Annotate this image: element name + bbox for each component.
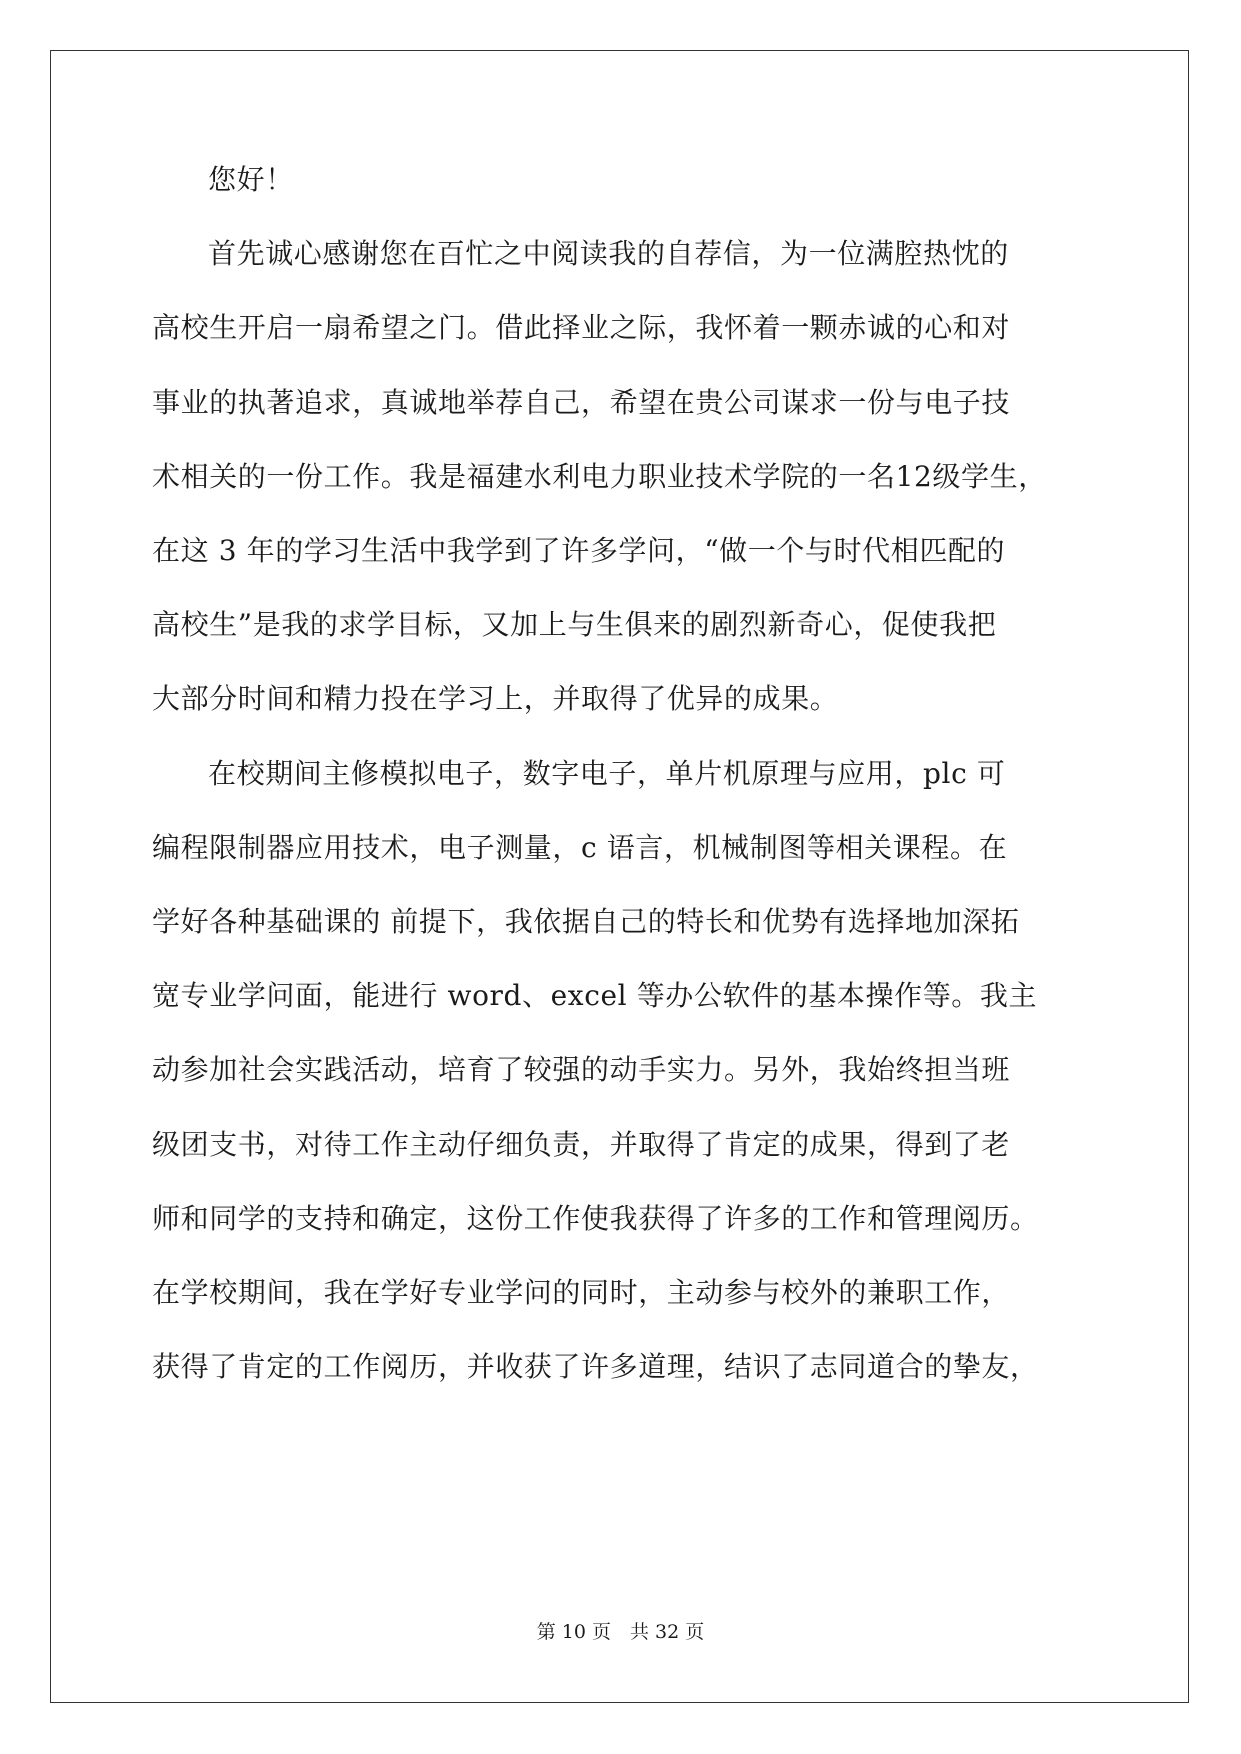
text-line: 动参加社会实践活动，培育了较强的动手实力。另外，我始终担当班 [152, 1053, 1011, 1087]
text-line: 学好各种基础课的 前提下，我依据自己的特长和优势有选择地加深拓 [152, 905, 1020, 938]
page-border [50, 50, 1189, 1703]
text-line: 师和同学的支持和确定，这份工作使我获得了许多的工作和管理阅历。 [152, 1201, 1039, 1235]
text-line: 事业的执著追求，真诚地举荐自己，希望在贵公司谋求一份与电子技 [152, 385, 1011, 419]
text-line: 高校生开启一扇希望之门。借此择业之际，我怀着一颗赤诚的心和对 [152, 311, 1011, 345]
text-line: 在校期间主修模拟电子，数字电子，单片机原理与应用，plc 可 [208, 756, 1006, 790]
text-line: 大部分时间和精力投在学习上，并取得了优异的成果。 [152, 682, 839, 716]
text-line: 术相关的一份工作。我是福建水利电力职业技术学院的一名12级学生， [152, 459, 1047, 493]
text-line: 编程限制器应用技术，电子测量，c 语言，机械制图等相关课程。在 [152, 830, 1008, 864]
page-footer: 第 10 页 共 32 页 [536, 1621, 705, 1643]
text-line: 您好！ [208, 163, 294, 196]
text-line: 高校生”是我的求学目标，又加上与生俱来的剧烈新奇心，促使我把 [152, 608, 997, 642]
text-line: 首先诚心感谢您在百忙之中阅读我的自荐信，为一位满腔热忱的 [208, 237, 1009, 271]
text-line: 在学校期间，我在学好专业学问的同时，主动参与校外的兼职工作， [152, 1276, 1011, 1309]
text-line: 在这 3 年的学习生活中我学到了许多学问，“做一个与时代相匹配的 [152, 534, 1006, 567]
text-line: 级团支书，对待工作主动仔细负责，并取得了肯定的成果，得到了老 [152, 1127, 1011, 1161]
text-line: 获得了肯定的工作阅历，并收获了许多道理，结识了志同道合的挚友， [152, 1350, 1039, 1384]
text-line: 宽专业学问面，能进行 word、excel 等办公软件的基本操作等。我主 [152, 979, 1038, 1013]
